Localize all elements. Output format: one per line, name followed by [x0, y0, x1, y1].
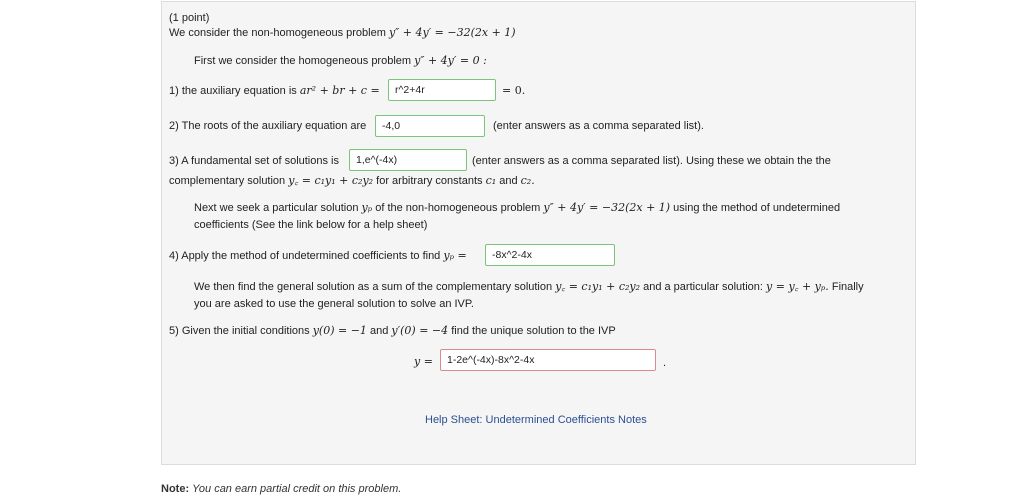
q5-line: [169, 324, 616, 338]
q4-line: [169, 249, 467, 263]
general-line2: you are asked to use the general solution to solve an IVP.: [194, 298, 474, 310]
intro-equation: y″ + 4y′ = −32(2x + 1): [388, 26, 516, 39]
q1-line: [169, 84, 380, 98]
intro-text: We consider the non-homogeneous problem: [169, 27, 386, 39]
homogeneous-text: First we consider the homogeneous problem: [194, 55, 412, 67]
q5-and: and: [370, 325, 389, 337]
q1-text: 1) the auxiliary equation is: [169, 85, 297, 97]
general-complementary-math: y꜀ = c₁y₁ + c₂y₂: [555, 280, 641, 293]
help-link-wrap: [425, 413, 647, 427]
next-suffix: using the method of undetermined: [673, 202, 841, 214]
q4-text: 4) Apply the method of undetermined coefficients to find: [169, 250, 441, 262]
q5-period: .: [663, 357, 667, 369]
next-equation: y″ + 4y′ = −32(2x + 1): [543, 201, 671, 214]
q1-suffix: = 0.: [502, 84, 526, 97]
q5-condition2: y′(0) = −4: [391, 324, 449, 337]
q5-condition1: y(0) = −1: [312, 324, 367, 337]
intro-line: [169, 26, 516, 40]
q5-y-label: y =: [414, 355, 433, 368]
q3-complementary-math: y꜀ = c₁y₁ + c₂y₂: [288, 174, 374, 187]
q3-suffix: (enter answers as a comma separated list). Using these we obtain the the: [472, 155, 831, 167]
homogeneous-line: [194, 54, 487, 68]
q3-line2: [169, 174, 535, 188]
q1-math: ar² + br + c =: [299, 84, 380, 97]
general-text: We then find the general solution as a sum of the complementary solution: [194, 281, 553, 293]
general-solution-math: y = y꜀ + yₚ.: [766, 280, 829, 293]
next-yp: yₚ: [361, 201, 373, 214]
next-mid: of the non-homogeneous problem: [375, 202, 541, 214]
problem-panel: [161, 1, 916, 465]
q5-suffix: find the unique solution to the IVP: [451, 325, 616, 337]
general-suffix: Finally: [831, 281, 864, 293]
q4-math: yₚ =: [443, 249, 467, 262]
next-line: [194, 201, 840, 215]
q3-line2-mid: for arbitrary constants: [376, 175, 483, 187]
footer-note: [161, 483, 401, 495]
q3-line2-text: complementary solution: [169, 175, 286, 187]
next-line2: coefficients (See the link below for a help sheet): [194, 219, 428, 231]
q5-text: 5) Given the initial conditions: [169, 325, 310, 337]
q1-answer-input[interactable]: r^2+4r: [388, 79, 496, 101]
footer-note-label: Note:: [161, 483, 190, 495]
q3-text: 3) A fundamental set of solutions is: [169, 155, 339, 167]
q3-answer-input[interactable]: 1,e^(-4x): [349, 149, 467, 171]
q2-answer-input[interactable]: -4,0: [375, 115, 485, 137]
q5-answer-input[interactable]: 1-2e^(-4x)-8x^2-4x: [440, 349, 656, 371]
general-line: [194, 280, 864, 294]
homogeneous-equation: y″ + 4y′ = 0 :: [414, 54, 487, 67]
q2-text: 2) The roots of the auxiliary equation are: [169, 120, 367, 132]
general-mid: and a particular solution:: [643, 281, 763, 293]
next-text: Next we seek a particular solution: [194, 202, 359, 214]
q4-answer-input[interactable]: -8x^2-4x: [485, 244, 615, 266]
q3-and: and: [499, 175, 518, 187]
q2-suffix: (enter answers as a comma separated list).: [493, 120, 704, 132]
help-sheet-link[interactable]: Help Sheet: Undetermined Coefficients Notes: [425, 414, 647, 426]
q3-c2: c₂.: [520, 174, 535, 187]
points-label: (1 point): [169, 12, 210, 24]
q3-c1: c₁: [485, 174, 497, 187]
footer-note-text: You can earn partial credit on this problem.: [192, 483, 402, 495]
